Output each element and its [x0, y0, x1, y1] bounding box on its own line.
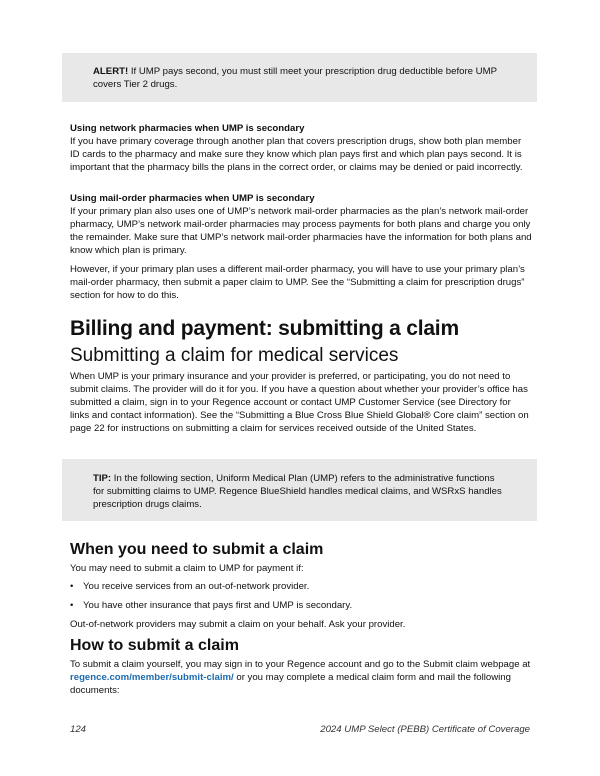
- mail-order-section-2: [70, 263, 532, 302]
- how-submit-text-before: To submit a claim yourself, you may sign in to your Regence account and go to the Submit claim webpage at: [70, 659, 531, 670]
- how-submit-heading: How to submit a claim: [70, 637, 239, 654]
- how-submit-block: [70, 658, 532, 697]
- bullet-icon: •: [70, 600, 74, 611]
- when-submit-intro: You may need to submit a claim to UMP for payment if:: [70, 563, 304, 574]
- network-pharmacies-body: If you have primary coverage through another plan that covers prescription drugs, show both plan member ID cards to the pharmacy and make sure they know which plan pays first and which plan pays second. It is important that the pharmacy bills the plans in the correct order, or claims may be denied or paid incorrectly.: [70, 136, 523, 173]
- alert-box: [62, 53, 537, 102]
- network-pharmacies-section: [70, 122, 532, 174]
- network-pharmacies-heading: Using network pharmacies when UMP is secondary: [70, 123, 305, 134]
- when-submit-intro-block: [70, 562, 532, 575]
- mail-order-body-2: However, if your primary plan uses a different mail-order pharmacy, you will have to use your primary plan’s mail-order pharmacy, then submit a paper claim to UMP. See the “Submitting a claim for prescription drugs” section for how to do this.: [70, 264, 525, 301]
- alert-text: [93, 65, 507, 91]
- when-submit-outro-block: [70, 618, 532, 631]
- tip-label: TIP:: [93, 473, 112, 484]
- mail-order-section: [70, 192, 532, 257]
- billing-section: [70, 370, 532, 435]
- list-item-text: You have other insurance that pays first and UMP is secondary.: [83, 600, 353, 611]
- billing-title: Billing and payment: submitting a claim: [70, 317, 459, 340]
- mail-order-heading: Using mail-order pharmacies when UMP is secondary: [70, 193, 315, 204]
- mail-order-body-1: If your primary plan also uses one of UMP’s network mail-order pharmacies as the plan’s network mail-order pharmacy, UMP’s network mail-order pharmacies may process payments for both plans and charge you only the remainder. Make sure that UMP’s network mail-order pharmacies have the information for both plans and know which plan is primary.: [70, 206, 532, 256]
- billing-subtitle: Submitting a claim for medical services: [70, 345, 399, 366]
- bullet-icon: •: [70, 581, 74, 592]
- when-submit-heading: When you need to submit a claim: [70, 541, 324, 558]
- alert-label: ALERT!: [93, 66, 129, 77]
- list-item-text: You receive services from an out-of-network provider.: [83, 581, 310, 592]
- footer-doc-title: 2024 UMP Select (PEBB) Certificate of Coverage: [320, 724, 530, 735]
- how-submit-body: [70, 658, 532, 697]
- alert-body: If UMP pays second, you must still meet your prescription drug deductible before UMP covers Tier 2 drugs.: [93, 66, 497, 90]
- tip-box: [62, 459, 537, 521]
- how-submit-text-after: or you may complete a medical claim form and mail the following documents:: [70, 672, 511, 696]
- tip-body: In the following section, Uniform Medical Plan (UMP) refers to the administrative functions for submitting claims to UMP. Regence BlueShield handles medical claims, and WSRxS handles prescription drugs claims.: [93, 473, 502, 510]
- page-number: 124: [70, 724, 87, 735]
- tip-text: [93, 472, 507, 511]
- submit-claim-link[interactable]: regence.com/member/submit-claim/: [70, 672, 234, 683]
- when-submit-outro: Out-of-network providers may submit a claim on your behalf. Ask your provider.: [70, 619, 406, 630]
- billing-body: When UMP is your primary insurance and your provider is preferred, or participating, you do not need to submit claims. The provider will do it for you. If you have a question about whether your provider’s office has submitted a claim, sign in to your Regence account or contact UMP Customer Service (see Directory for links and contact information). See the “Submitting a Blue Cross Blue Shield Global® Core claim” section on page 22 for instructions on submitting a claim for services received outside of the United States.: [70, 371, 529, 434]
